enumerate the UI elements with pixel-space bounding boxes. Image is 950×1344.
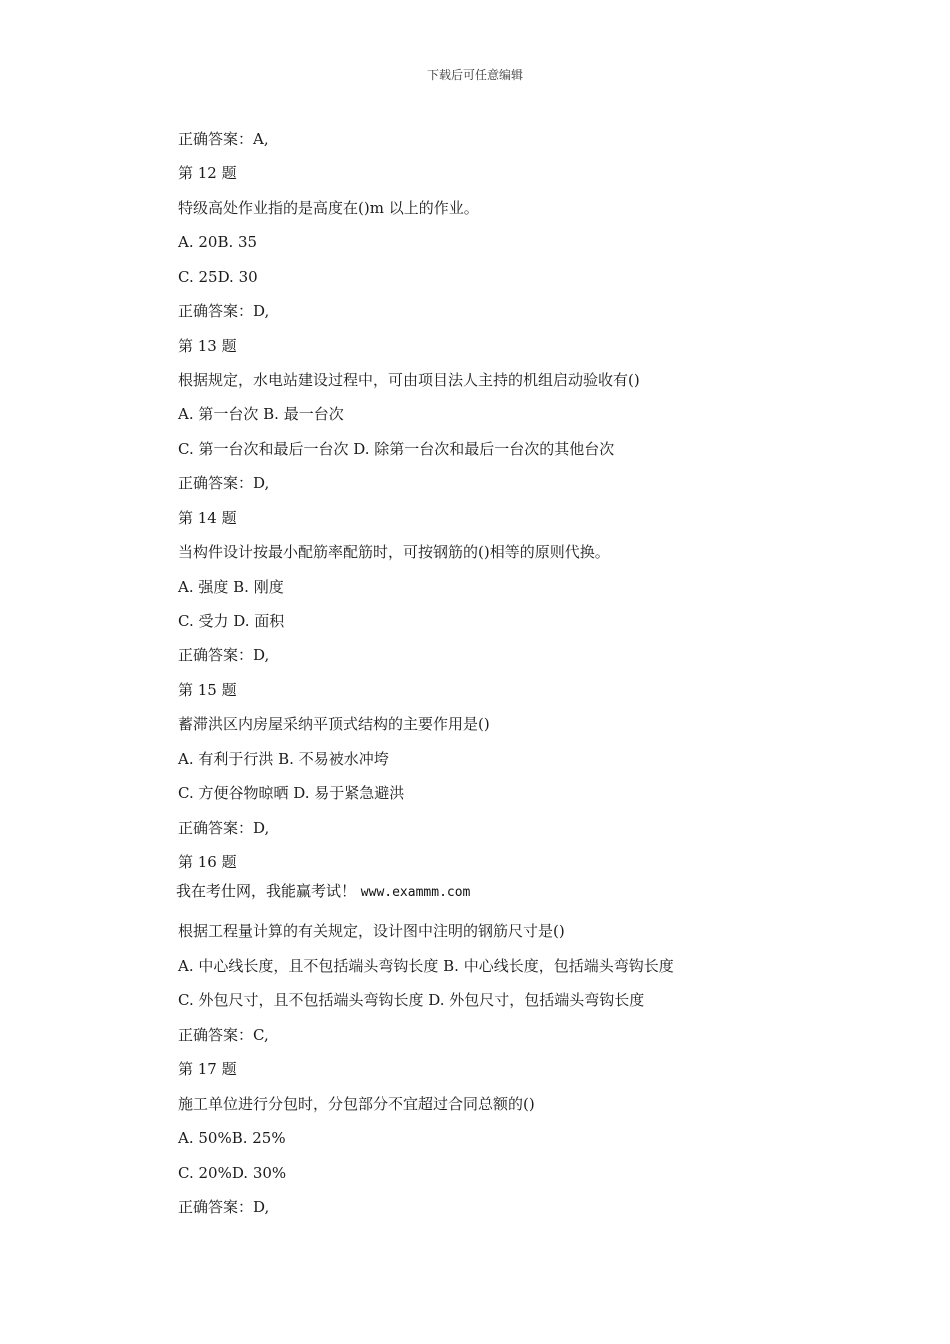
question-text: 施工单位进行分包时，分包部分不宜超过合同总额的(): [178, 1095, 535, 1113]
answer-line: 正确答案：D,: [178, 646, 270, 664]
option-line: A. 有利于行洪 B. 不易被水冲垮: [178, 750, 389, 768]
answer-line: 正确答案：D,: [178, 474, 270, 492]
answer-line: 正确答案：D,: [178, 819, 270, 837]
option-line: A. 强度 B. 刚度: [178, 578, 284, 596]
answer-line: 正确答案：D,: [178, 302, 270, 320]
watermark-text: 我在考仕网，我能赢考试！: [176, 882, 357, 900]
question-number: 第 13 题: [178, 337, 237, 355]
page-header: 下载后可任意编辑: [426, 68, 523, 82]
option-line: A. 20B. 35: [178, 233, 258, 251]
option-line: A. 50%B. 25%: [178, 1129, 286, 1147]
watermark-url: www.exammm.com: [360, 885, 471, 900]
answer-line: 正确答案：C,: [178, 1026, 269, 1044]
question-number: 第 14 题: [178, 509, 237, 527]
question-text: 当构件设计按最小配筋率配筋时，可按钢筋的()相等的原则代换。: [178, 543, 610, 561]
question-number: 第 17 题: [178, 1060, 237, 1078]
watermark-line: [176, 881, 470, 903]
option-line: C. 受力 D. 面积: [178, 612, 285, 630]
option-line: C. 第一台次和最后一台次 D. 除第一台次和最后一台次的其他台次: [178, 440, 615, 458]
option-line: C. 25D. 30: [178, 268, 258, 286]
question-number: 第 12 题: [178, 164, 237, 182]
option-line: C. 20%D. 30%: [178, 1164, 287, 1182]
answer-line: 正确答案：D,: [178, 1198, 270, 1216]
question-number: 第 16 题: [178, 853, 237, 871]
option-line: A. 第一台次 B. 最一台次: [178, 405, 344, 423]
question-text: 根据规定，水电站建设过程中，可由项目法人主持的机组启动验收有(): [178, 371, 640, 389]
option-line: C. 外包尺寸，且不包括端头弯钩长度 D. 外包尺寸，包括端头弯钩长度: [178, 991, 645, 1009]
answer-line: 正确答案：A,: [178, 130, 269, 148]
question-text: 特级高处作业指的是高度在()m 以上的作业。: [178, 199, 479, 217]
option-line: A. 中心线长度，且不包括端头弯钩长度 B. 中心线长度，包括端头弯钩长度: [178, 957, 674, 975]
question-number: 第 15 题: [178, 681, 237, 699]
question-text: 根据工程量计算的有关规定，设计图中注明的钢筋尺寸是(): [178, 922, 565, 940]
question-text: 蓄滞洪区内房屋采纳平顶式结构的主要作用是(): [178, 715, 490, 733]
option-line: C. 方便谷物晾晒 D. 易于紧急避洪: [178, 784, 405, 802]
